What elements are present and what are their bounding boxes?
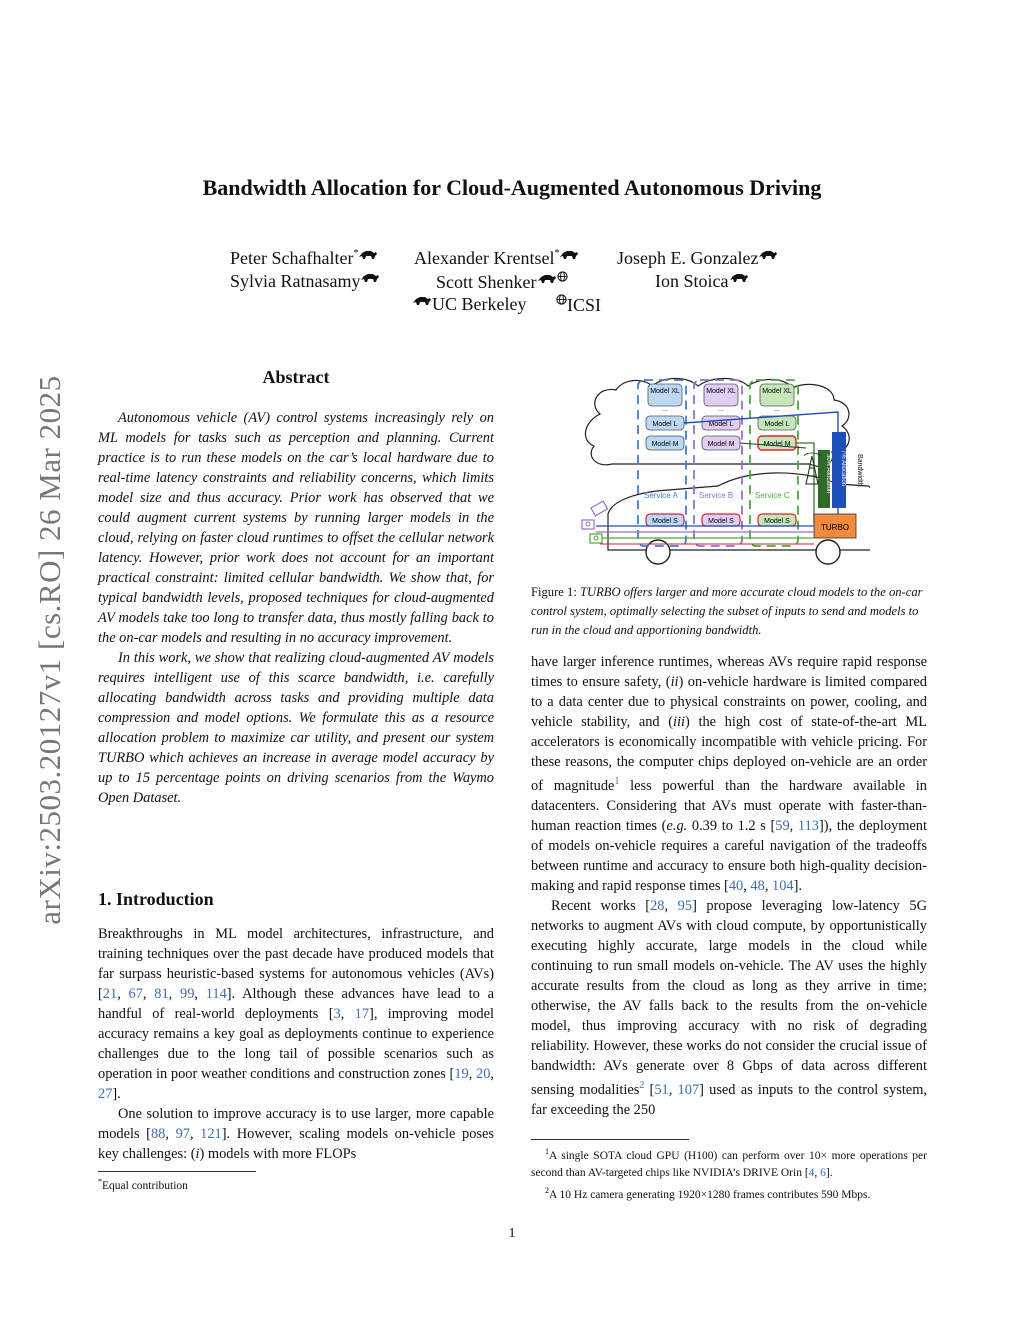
intro-paragraph-1: Breakthroughs in ML model architectures, infrastructure, and training techniques over the past decade have produced models that far surpass heuristic-based systems for autonomous vehicles (AVs) [21, 67, 81, 99, 114]. Although these advances have lead to a handful of real-world deployments [3, 17], improving model accuracy remains a key goal as deployments continue to experience challenges due to the long tail of possible scenarios such as operation in poor weather conditions and construction zones [19, 20, 27]. [98,926,494,1102]
service-b-label: Service B [699,491,734,500]
model-s-label: Model S [652,518,678,525]
citation-link[interactable]: 97 [175,1126,190,1142]
affiliation-icsi: ICSI [556,294,601,316]
berkeley-bear-icon [559,248,579,260]
citation-link[interactable]: 3 [333,1006,341,1022]
figure-1-caption: Figure 1: TURBO offers larger and more accurate cloud models to the on-car control system, optimally selecting the subset of inputs to send and models to run in the cloud and apportioning bandwidth. [531,585,923,637]
model-s-label: Model S [708,518,734,525]
citation-link[interactable]: 121 [200,1126,222,1142]
figure-1-diagram [578,374,870,574]
citation-link[interactable]: 51 [654,1081,669,1098]
author-4: Sylvia Ratnasamy [230,271,380,292]
citation-link[interactable]: 114 [205,986,227,1002]
model-l-label: Model L [708,421,734,428]
model-xl-label: Model XL [762,388,792,395]
allocation-label-b: 30% Allocation [825,454,831,494]
footnote-equal-contribution: *Equal contribution [98,1177,188,1192]
right-paragraph-1: have larger inference runtimes, whereas AVs require rapid response times to ensure safety, (ii) on-vehicle hardware is limited compared to a data center due to physical constraints on power, cooling, and vehicle stability, and (iii) the high cost of state-of-the-art ML accelerators is economically incompatible with vehicle pricing. For these reasons, the computer chips deployed on-vehicle are an order of magnitude$^1$ less powerful than the hardware available in datacenters. Considering that AVs must operate with faster-than-human reaction times (e.g. 0.39 to 1.2 s [59, 113]), the deployment of models on-vehicle requires a careful navigation of the tradeoffs between runtime and accuracy to ensure both high-quality decision-making and rapid response times [40, 48, 104]. [531,654,927,894]
footnote-ref[interactable]: 1 [614,776,620,787]
arxiv-identifier: arXiv:2503.20127v1 [cs.RO] 26 Mar 2025 [32,375,67,925]
abstract-paragraph-2: In this work, we show that realizing cloud-augmented AV models requires intelligent use of this scarce bandwidth, i.e. carefully allocating bandwidth across tasks and providing multiple data compression and model options. We formulate this as a resource allocation problem to maximize car utility, and present our system TURBO which achieves an increase in average model accuracy by up to 15 percentage points on driving scenarios from the Waymo Open Dataset. [98,650,494,806]
footnote-2: $^2$A 10 Hz camera generating 1920×1280 frames contributes 590 Mbps. [545,1185,871,1201]
model-m-label: Model M [707,441,735,448]
citation-link[interactable]: 104 [772,877,794,894]
footnote-ref[interactable]: 2 [639,1079,645,1091]
intro-paragraph-2: One solution to improve accuracy is to use larger, more capable models [88, 97, 121]. However, scaling models on-vehicle poses key challenges: (i) models with more FLOPs [98,1106,494,1162]
citation-link[interactable]: 4 [808,1166,815,1179]
model-m-label: Model M [651,441,679,448]
footnotes-right [531,1143,927,1204]
author-5: Scott Shenker [436,271,568,293]
ellipsis-label: ... [774,406,780,413]
berkeley-bear-icon [537,272,557,284]
citation-link[interactable]: 21 [102,986,118,1002]
section-heading-introduction: 1. Introduction [98,889,214,909]
footnote-divider [98,1171,256,1172]
author-1: Peter Schafhalter* [230,248,378,269]
citation-link[interactable]: 113 [797,817,819,834]
berkeley-bear-icon [358,248,378,260]
citation-link[interactable]: 59 [775,817,790,834]
service-c-label: Service C [755,491,790,500]
berkeley-bear-icon [412,294,432,306]
citation-link[interactable]: 67 [128,986,143,1002]
service-a-label: Service A [644,491,678,500]
sensor-camera-icon [591,501,608,516]
abstract-heading: Abstract [262,367,330,387]
author-block [0,248,1024,317]
right-column-body [531,652,927,1120]
model-s-label: Model S [764,518,790,525]
citation-link[interactable]: 95 [677,897,693,914]
citation-link[interactable]: 6 [820,1166,826,1179]
introduction-body [98,924,494,1164]
ellipsis-label: ... [718,406,724,413]
citation-link[interactable]: 99 [180,986,195,1002]
citation-link[interactable]: 17 [354,1006,370,1022]
citation-link[interactable]: 20 [476,1066,491,1082]
sensor-camera-icon [590,534,602,543]
model-xl-label: Model XL [706,388,736,395]
citation-link[interactable]: 107 [677,1081,700,1098]
model-m-label: Model M [763,441,791,448]
allocation-label-a: 7% Allocation [840,450,846,487]
author-3: Joseph E. Gonzalez [617,248,778,269]
icsi-globe-icon [556,294,567,305]
bandwidth-label: Bandwidth [856,454,863,487]
citation-link[interactable]: 88 [150,1126,166,1142]
affiliation-berkeley: UC Berkeley [412,294,526,315]
berkeley-bear-icon [758,248,778,260]
citation-link[interactable]: 28 [650,897,665,914]
citation-link[interactable]: 40 [728,877,744,894]
citation-link[interactable]: 48 [750,877,765,894]
citation-link[interactable]: 81 [154,986,169,1002]
citation-link[interactable]: 27 [98,1086,113,1102]
ellipsis-label: ... [662,406,668,413]
sensor-camera-icon [582,520,594,529]
author-2: Alexander Krentsel* [414,248,579,269]
wheel-rear [816,540,840,564]
right-paragraph-2: Recent works [28, 95] propose leveraging low-latency 5G networks to augment AVs with cloud compute, by opportunistically executing highly accurate, large models in the cloud while continuing to run small models on-vehicle. The AV uses the highly accurate results from the cloud as long as they arrive in time; otherwise, the AV falls back to the results from the on-vehicle model, thus improving accuracy with no risk of degrading reliability. However, these works do not consider the crucial issue of bandwidth: AVs generate over 8 Gbps of data across different sensing modalities$^2$ [51, 107] used as inputs to the control system, far exceeding the 250 [531,897,927,1118]
abstract-body [98,408,494,808]
turbo-label: TURBO [821,523,849,532]
paper-title: Bandwidth Allocation for Cloud-Augmented Autonomous Driving [202,175,822,200]
model-l-label: Model L [652,421,678,428]
model-l-label: Model L [764,421,790,428]
author-6: Ion Stoica [655,271,749,292]
model-xl-label: Model XL [650,388,680,395]
page-number: 1 [508,1226,516,1241]
turbo-architecture-svg [578,374,870,574]
icsi-globe-icon [557,271,568,282]
footnote-divider [531,1139,689,1140]
berkeley-bear-icon [360,271,380,283]
abstract-paragraph-1: Autonomous vehicle (AV) control systems increasingly rely on ML models for tasks such as perception and planning. Current practice is to run these models on the car’s local hardware due to real-time latency constraints and reliability concerns, which limits model size and thus accuracy. Prior work has observed that we could augment current systems by running larger models in the cloud, relying on faster cloud runtimes to offset the cellular network latency. However, prior work does not account for an important practical constraint: limited cellular bandwidth. We show that, for typical bandwidth levels, proposed techniques for cloud-augmented AV models take too long to transfer data, thus mostly falling back to the on-car models and resulting in no accuracy improvement. [98,410,494,646]
citation-link[interactable]: 19 [454,1066,469,1082]
berkeley-bear-icon [729,271,749,283]
footnote-1: $^1$A single SOTA cloud GPU (H100) can perform over 10× more operations per second than AV-targeted chips like NVIDIA’s DRIVE Orin [4, 6]. [531,1147,927,1179]
